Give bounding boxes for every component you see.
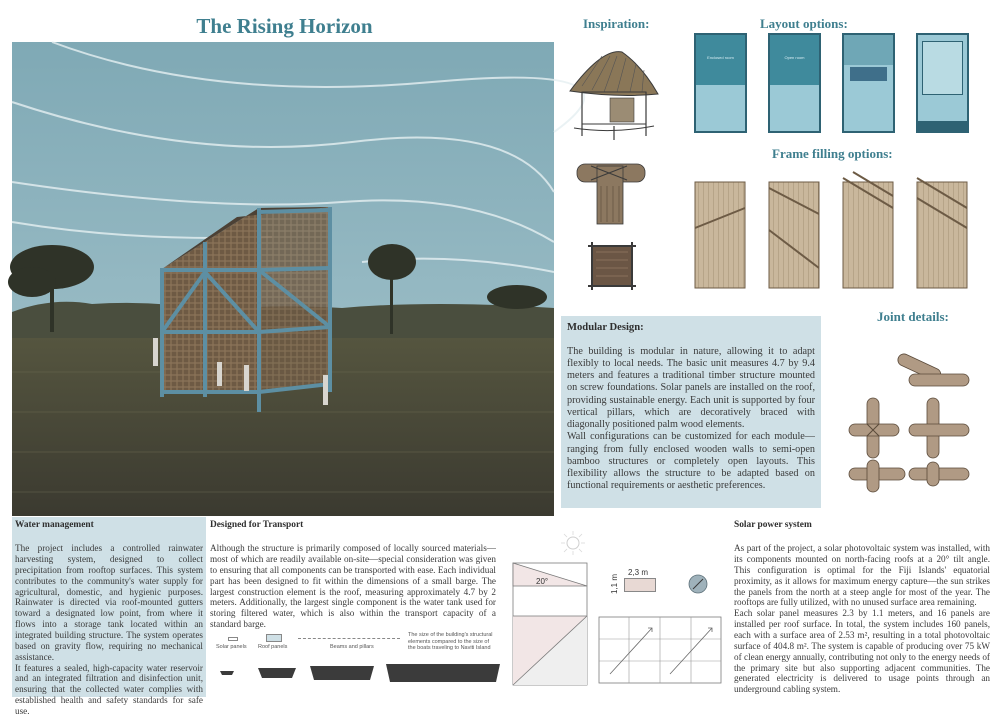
- hero-render: [12, 42, 554, 516]
- layout-option-1: [694, 33, 747, 133]
- water-heading: Water management: [15, 520, 94, 530]
- solar-panel: [734, 517, 990, 698]
- layout-option-2-label: Open room: [770, 35, 819, 85]
- solar-panel-swatch: [228, 637, 238, 641]
- modular-heading: Modular Design:: [567, 322, 644, 333]
- legend-beams: Beams and pillars: [330, 644, 374, 650]
- layout-option-3: [842, 33, 895, 133]
- joint-heading: Joint details:: [877, 309, 949, 324]
- panel-width-label: 2,3 m: [628, 568, 649, 577]
- transport-panel: [210, 517, 496, 633]
- panel-height-label: 1,1 m: [610, 573, 619, 594]
- layout-option-4: [916, 33, 969, 133]
- layout-option-2: [768, 33, 821, 133]
- compass-icon: [688, 574, 708, 594]
- panel-size-swatch: [624, 578, 656, 592]
- hut-sketch: [562, 46, 662, 140]
- frame-sketch: [586, 240, 638, 292]
- water-paragraph-2: It features a sealed, high-capacity water reservoir and an integrated filtration and disinfection unit, ensuring that the collected water complies with established health and safety standards for safe use.: [15, 662, 203, 716]
- roof-angle-diagram: [512, 562, 588, 686]
- solar-heading: Solar power system: [734, 520, 812, 530]
- wood-joint-sketch: [571, 150, 651, 226]
- modular-paragraph-1: The building is modular in nature, allowing it to adapt flexibly to local needs. The basic unit measures 4.7 by 9.4 meters and features a traditional timber structure mounted on screw foundations. Solar panels are installed on the roof, providing sustainable energy. Each unit is supported by four vertical pillars, which are decoratively braced with diagonally positioned palm wood elements.: [567, 345, 815, 431]
- legend-note: The size of the building's structural elements compared to the size of the boats traveling to Naviti Island: [408, 632, 493, 652]
- hero-image: [12, 42, 554, 516]
- layout-option-1-label: Enclosed room: [696, 35, 745, 85]
- roof-panel-swatch: [266, 634, 282, 642]
- frame-option-1: [695, 182, 745, 288]
- roof-angle-label: 20°: [536, 577, 549, 586]
- inspiration-heading: Inspiration:: [583, 16, 650, 31]
- modular-design-panel: [561, 316, 821, 508]
- legend-solar: Solar panels: [216, 644, 247, 650]
- sun-icon: [560, 530, 586, 556]
- solar-paragraph-1: As part of the project, a solar photovoltaic system was installed, with its components mounted on north-facing roofs at a 20° tilt angle. This configuration is optimal for the Fiji Islands' equatorial proximity, as it allows for maximum energy capture—the sun strikes the panels from the north at a steep angle for most of the year. The rooftops are fully utilized, with no unused surface area remaining.: [734, 543, 990, 608]
- frame-filling-options: [693, 168, 983, 290]
- page-title: The Rising Horizon: [196, 14, 373, 38]
- joint-details: [845, 342, 975, 498]
- modular-paragraph-2: Wall configurations can be customized for each module—ranging from fully enclosed wooden walls to semi-open bamboo structures or completely open layouts. This flexibility allows the structure to be adapted based on functional requirements or aesthetic preferences.: [567, 431, 815, 492]
- frame-option-4: [917, 178, 967, 288]
- frame-option-3: [843, 172, 893, 288]
- frame-heading: Frame filling options:: [772, 146, 893, 161]
- legend-roof: Roof panels: [258, 644, 288, 650]
- layout-heading: Layout options:: [760, 16, 848, 31]
- transport-paragraph: Although the structure is primarily composed of locally sourced materials—most of which are readily available on-site—special consideration was given to ensuring that all components can be transported with ease. Each individual part has been designed to fit within the dimensions of a small barge. The largest construction element is the roof, measuring approximately 4.7 by 2 meters. Additionally, the largest single component is the water tank used for storing filtered water, which is also within the transport capacity of a standard barge.: [210, 543, 496, 630]
- water-management-panel: [12, 517, 206, 716]
- solar-paragraph-2: Each solar panel measures 2.3 by 1.1 meters, and 16 panels are installed per roof surface. In total, the system includes 160 panels, each with a surface area of 2.53 m², resulting in a total photovoltaic surface of 404.8 m². The system is capable of producing over 75 kW of clean energy annually, contributing not only to the energy needs of the primary site but also supporting adjacent communities. The generated electricity is delivered to usage points through an underground cabling system.: [734, 608, 990, 695]
- transport-heading: Designed for Transport: [210, 520, 304, 530]
- frame-option-2: [769, 182, 819, 288]
- water-paragraph-1: The project includes a controlled rainwater harvesting system, designed to collect precipitation from rooftop surfaces. This system contributes to the community's water supply for agricultural, domestic, and hygienic purposes. Rainwater is directed via roof-mounted gutters toward a designated low point, from where it flows into a storage tank located within an integrated building structure. The system operates based on gravity flow, requiring no mechanical assistance.: [15, 543, 203, 662]
- roof-panel-layout: [598, 616, 722, 684]
- boat-silhouettes: [214, 662, 504, 684]
- beams-line: [298, 638, 400, 639]
